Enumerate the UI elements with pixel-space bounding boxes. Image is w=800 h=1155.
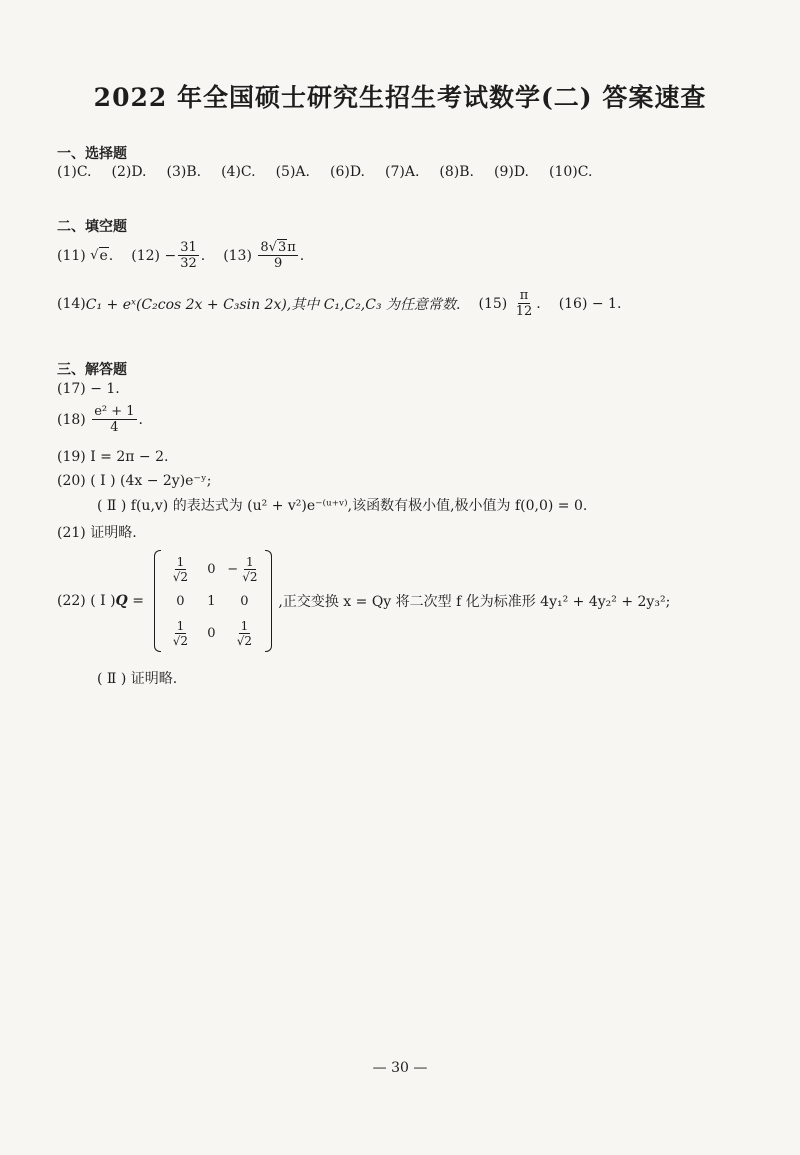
matrix-cell <box>171 555 190 584</box>
q11-tail: . <box>108 247 114 264</box>
page-title: 2022 年全国硕士研究生招生考试数学(二) 答案速查 <box>93 83 707 112</box>
matrix-left-bracket <box>154 550 161 652</box>
q12-tail: . <box>200 247 206 264</box>
matrix-cell-fraction <box>240 555 259 584</box>
choice-answer: (9)D. <box>494 164 530 180</box>
matrix-cell-den: √2 <box>172 633 189 648</box>
matrix-cell: 1 <box>207 593 216 609</box>
choice-answer: (10)C. <box>549 164 593 180</box>
matrix-cell: 0 <box>207 625 216 641</box>
matrix-cell <box>235 619 254 648</box>
q18-label: (18) <box>57 411 86 428</box>
matrix-cell-sign: − <box>227 561 239 577</box>
section-solve-heading: 三、解答题 <box>57 362 127 378</box>
q18-numerator: e² + 1 <box>94 404 135 419</box>
matrix-cell-den: √2 <box>242 569 258 584</box>
matrix-cell: 0 <box>176 593 185 609</box>
q22-part2: ( Ⅱ ) 证明略. <box>97 671 178 687</box>
matrix-cell-num: 1 <box>246 554 254 569</box>
q13-radicand: 3 <box>277 240 287 255</box>
q15-label: (15) <box>478 295 508 312</box>
sqrt-symbol: √ <box>90 248 99 263</box>
matrix-cell-num: 1 <box>176 554 185 569</box>
q13-num-pi: π <box>287 240 296 255</box>
matrix-cell-den: √2 <box>172 569 189 584</box>
matrix-cell <box>227 555 261 584</box>
q14-answer: C₁ + eˣ(C₂cos 2x + C₃sin 2x),其中 C₁,C₂,C₃ 为任意常数. <box>85 296 461 313</box>
q22-matrix <box>154 550 272 652</box>
matrix-grid <box>161 551 265 651</box>
q17-answer: (17) − 1. <box>57 381 120 397</box>
choice-answers-row <box>57 164 612 180</box>
q15-numerator: π <box>519 288 529 303</box>
q12-sign: − <box>164 247 177 264</box>
section-choice-heading: 一、选择题 <box>57 146 127 162</box>
q13-tail: . <box>299 247 305 264</box>
q22-matrix-symbol: Q <box>115 593 128 609</box>
q15-denominator: 12 <box>515 304 533 319</box>
choice-answer: (4)C. <box>221 164 256 180</box>
q13-num-coef: 8 <box>260 240 269 255</box>
q19-answer: (19) I = 2π − 2. <box>57 449 169 465</box>
q22-row <box>57 550 670 652</box>
q18-tail: . <box>138 411 143 428</box>
q21-answer: (21) 证明略. <box>57 525 137 541</box>
matrix-cell: 0 <box>207 561 216 577</box>
section-fill-heading: 二、填空题 <box>57 219 127 235</box>
choice-answer: (2)D. <box>111 164 147 180</box>
page-number: — 30 — <box>372 1060 428 1076</box>
matrix-cell <box>171 619 190 648</box>
q11-label: (11) <box>57 247 86 264</box>
choice-answer: (3)B. <box>166 164 202 180</box>
q16-answer: (16) − 1. <box>558 295 622 312</box>
q13-denominator: 9 <box>273 256 283 271</box>
q13-fraction <box>258 240 297 271</box>
q12-denominator: 32 <box>180 256 197 271</box>
q15-fraction <box>514 288 535 319</box>
q14-label: (14) <box>57 295 86 312</box>
q12-fraction <box>178 240 199 271</box>
sqrt-symbol: √ <box>268 240 277 255</box>
q11-radicand: e <box>99 248 108 264</box>
q20-part1: (20) ( Ⅰ ) (4x − 2y)e⁻ʸ; <box>57 473 212 489</box>
choice-answer: (7)A. <box>385 164 420 180</box>
matrix-cell-num: 1 <box>176 618 185 633</box>
q15-tail: . <box>536 295 541 312</box>
q22-tail: ,正交变换 x = Qy 将二次型 f 化为标准形 4y₁² + 4y₂² + 2y₃²; <box>278 594 671 610</box>
choice-answer: (8)B. <box>439 164 474 180</box>
matrix-cell-num: 1 <box>240 618 249 633</box>
q22-equals: = <box>127 593 149 609</box>
q22-label: (22) ( Ⅰ ) <box>57 593 116 609</box>
q13-numerator <box>258 240 297 256</box>
fill-answers-row-1 <box>57 240 304 271</box>
q12-label: (12) <box>131 247 160 264</box>
choice-answer: (1)C. <box>57 164 92 180</box>
q20-part2: ( Ⅱ ) f(u,v) 的表达式为 (u² + v²)e⁻⁽ᵘ⁺ᵛ⁾,该函数有极小值,极小值为 f(0,0) = 0. <box>97 498 588 514</box>
q18-denominator: 4 <box>110 420 119 435</box>
q12-numerator: 31 <box>180 240 197 255</box>
matrix-cell-den: √2 <box>236 633 253 648</box>
q18-row <box>57 404 143 435</box>
choice-answer: (6)D. <box>330 164 366 180</box>
q18-fraction <box>92 404 136 435</box>
fill-answers-row-2 <box>57 288 621 319</box>
q13-label: (13) <box>223 247 252 264</box>
matrix-cell: 0 <box>240 593 249 609</box>
choice-answer: (5)A. <box>275 164 310 180</box>
matrix-right-bracket <box>265 550 272 652</box>
